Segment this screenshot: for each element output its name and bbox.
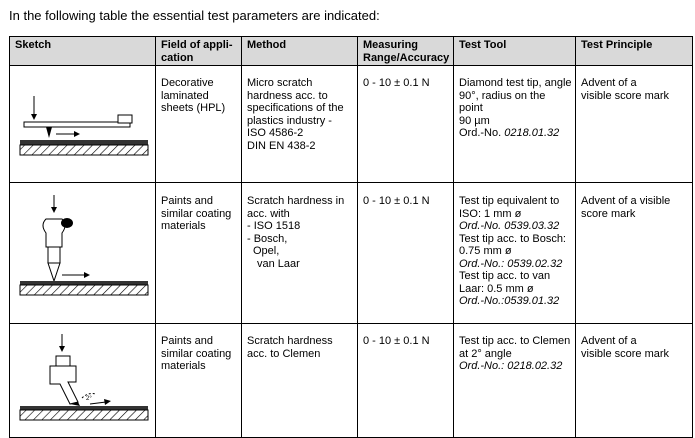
cell-field: Decorative laminated sheets (HPL)	[156, 66, 242, 183]
cell-tool: Test tip equivalent to ISO: 1 mm ø Ord.-No. 0539.03.32 Test tip acc. to Bosch: 0.75 mm ø Ord.-No.: 0539.02.32 Test tip acc. to van Laar: 0.5 mm ø Ord.-No.:0539.01.32	[454, 183, 576, 324]
table-row	[10, 66, 693, 183]
cell-tool: Diamond test tip, angle 90°, radius on the point 90 µm Ord.-No. 0218.01.32	[454, 66, 576, 183]
table-row	[10, 183, 693, 324]
table-header-row	[10, 37, 693, 66]
cell-range: 0 - 10 ± 0.1 N	[358, 324, 454, 438]
header-test-tool: Test Tool	[454, 37, 576, 66]
header-sketch: Sketch	[10, 37, 156, 66]
cell-principle: Advent of a visible score mark	[576, 183, 693, 324]
cell-range: 0 - 10 ± 0.1 N	[358, 66, 454, 183]
cell-tool: Test tip acc. to Clemen at 2° angle Ord.-No.: 0218.02.32	[454, 324, 576, 438]
table-row	[10, 324, 693, 438]
cell-field: Paints and similar coating materials	[156, 324, 242, 438]
sketch-clemen	[10, 324, 156, 438]
test-parameters-table	[9, 36, 693, 438]
cell-method: Scratch hardness in acc. with - ISO 1518 - Bosch, Opel, van Laar	[242, 183, 358, 324]
scratch-hardness-sketch-icon	[10, 183, 155, 311]
cell-method: Scratch hardness acc. to Clemen	[242, 324, 358, 438]
cell-principle: Advent of a visible score mark	[576, 324, 693, 438]
header-method: Method	[242, 37, 358, 66]
header-measuring-range: Measuring Range/Accuracy	[358, 37, 454, 66]
intro-text: In the following table the essential test parameters are indicated:	[9, 8, 380, 23]
cell-field: Paints and similar coating materials	[156, 183, 242, 324]
clemen-sketch-icon	[10, 324, 155, 426]
header-field-of-application: Field of appli- cation	[156, 37, 242, 66]
cell-range: 0 - 10 ± 0.1 N	[358, 183, 454, 324]
micro-scratch-sketch-icon	[10, 66, 155, 171]
cell-method: Micro scratch hardness acc. to specifications of the plastics industry - ISO 4586-2 DIN EN 438-2	[242, 66, 358, 183]
header-test-principle: Test Principle	[576, 37, 693, 66]
sketch-micro-scratch	[10, 66, 156, 183]
svg-text:2°: 2°	[86, 396, 92, 402]
sketch-scratch-hardness	[10, 183, 156, 324]
cell-principle: Advent of a visible score mark	[576, 66, 693, 183]
